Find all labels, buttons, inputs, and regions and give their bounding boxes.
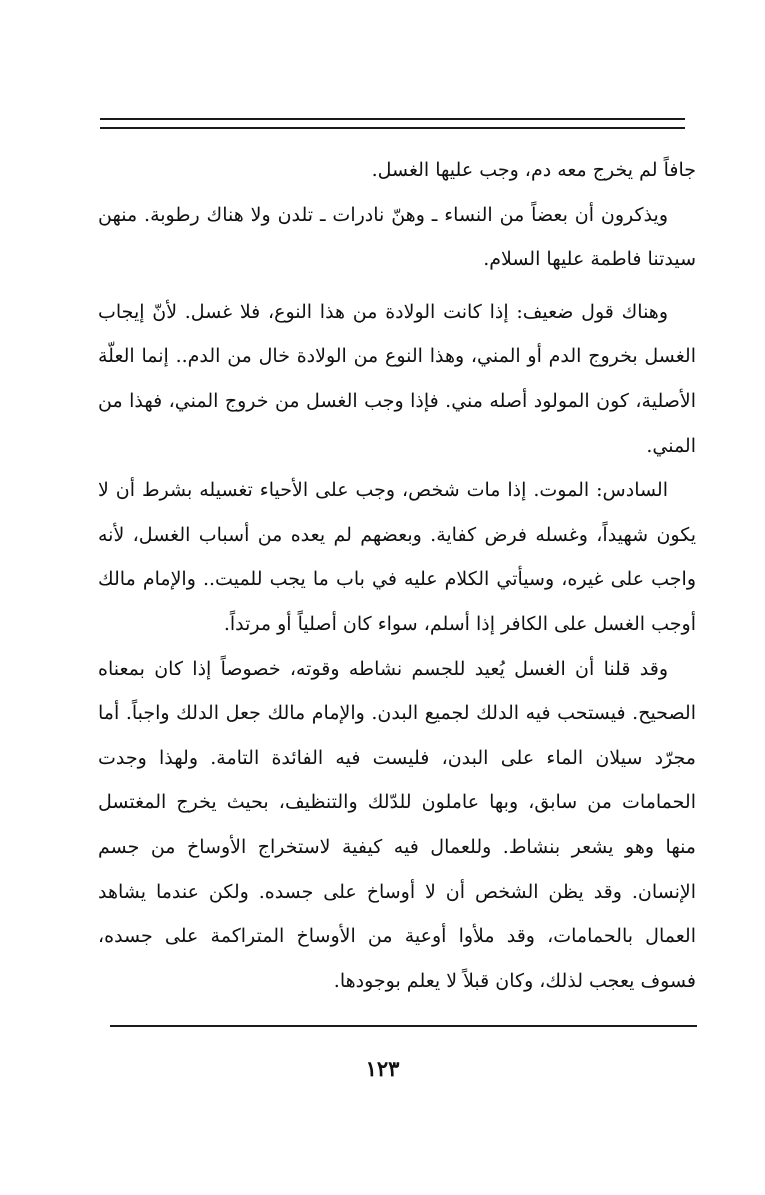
paragraph-3: وهناك قول ضعيف: إذا كانت الولادة من هذا النوع، فلا غسل. لأنّ إيجاب الغسل بخروج الدم أو المني، وهذا النوع من الولادة خال من الدم.. إنما العلّة الأصلية، كون المولود أصله مني. فإذا وجب الغسل من خروج المني، فهذا من المني. [98, 300, 696, 457]
header-rule-outer [100, 118, 685, 120]
page-body [98, 148, 696, 1003]
paragraph-4: السادس: الموت. إذا مات شخص، وجب على الأحياء تغسيله بشرط أن لا يكون شهيداً، وغسله فرض كفاية. وبعضهم لم يعده من أسباب الغسل، لأنه واجب على غيره، وسيأتي الكلام عليه في باب ما يجب للميت.. والإمام مالك أوجب الغسل على الكافر إذا أسلم، سواء كان أصلياً أو مرتداً. [98, 479, 696, 635]
page-number: ١٢٣ [365, 1056, 400, 1081]
paragraph-5: وقد قلنا أن الغسل يُعيد للجسم نشاطه وقوته، خصوصاً إذا كان بمعناه الصحيح. فيستحب فيه الدلك لجميع البدن. والإمام مالك جعل الدلك واجباً. أما مجرّد سيلان الماء على البدن، فليست فيه الفائدة التامة. ولهذا وجدت الحمامات من سابق، وبها عاملون للدّلك والتنظيف، بحيث يخرج المغتسل منها وهو يشعر بنشاط. وللعمال فيه كيفية لاستخراج الأوساخ من جسم الإنسان. وقد يظن الشخص أن لا أوساخ على جسده. ولكن عندما يشاهد العمال بالحمامات، وقد ملأوا أوعية من الأوساخ المتراكمة على جسده، فسوف يعجب لذلك، وكان قبلاً لا يعلم بوجودها. [98, 657, 696, 992]
paragraph-2: ويذكرون أن بعضاً من النساء ـ وهنّ نادرات ـ تلدن ولا هناك رطوبة. منهن سيدتنا فاطمة عليها السلام. [98, 203, 696, 271]
paragraph-1: جافاً لم يخرج معه دم، وجب عليها الغسل. [371, 159, 696, 181]
footer-rule [110, 1025, 697, 1027]
header-rule-inner [100, 127, 685, 129]
